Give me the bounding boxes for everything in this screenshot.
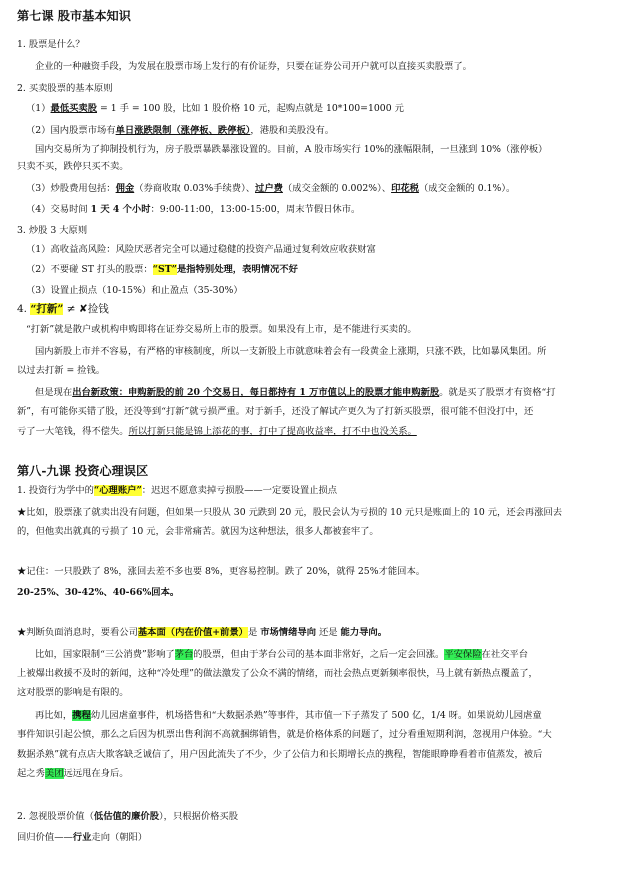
value-return: 回归价值——行业走向（朝阳） <box>17 832 148 843</box>
ipo-highlight: “打新” <box>30 303 64 315</box>
example-1-cont: 的，但他卖出就真的亏损了 10 元，会非常痛苦。就因为这种想法，很多人都被套牢了。 <box>17 526 379 537</box>
ipo-definition: “打新”就是散户或机构申购即将在证券交易所上市的股票。如果没有上市，是不能进行买卖的。 <box>26 324 417 335</box>
reminder: ★记住：一只股跌了 8%，涨回去差不多也要 8%，更容易控制。跌了 20%，就得 25%才能回本。 <box>17 566 426 577</box>
principle-2: （2）国内股票市场有单日涨跌限制（涨停板、跌停板），港股和美股没有。 <box>26 125 335 136</box>
rule-1: （1）高收益高风险：风险厌恶者完全可以通过稳健的投资产品通过复利效应收获财富 <box>26 244 376 255</box>
lesson89-title: 第八-九课 投资心理误区 <box>17 464 149 478</box>
pingan-highlight: 平安保险 <box>444 649 482 660</box>
ipo-history-cont: 以过去打新 = 捡钱。 <box>17 365 106 376</box>
stamp-tax-term: 印花税 <box>391 183 419 194</box>
min-lot-term: 最低买卖股 <box>50 103 98 114</box>
ctrip-example-cont: 事件知识引起公愤，那么之后因为机票出售利润不高就捆绑销售，就是价格体系的问题了，过分看重短期利润，忽视用户体验。“大 <box>17 729 552 740</box>
moutai-highlight: 茅台 <box>174 649 194 660</box>
question-1: 1. 股票是什么？ <box>17 39 85 50</box>
ipo-history: 国内新股上市并不容易，有严格的审核制度，所以一支新股上市就意味着会有一段黄金上涨期，只涨不跌，比如暴风集团。所 <box>35 346 547 357</box>
answer-1: 企业的一种融资手段，为发展在股票市场上发行的有价证券，只要在证券公司开户就可以直接买卖股票了。 <box>35 61 472 72</box>
commission-term: 佣金 <box>115 183 135 194</box>
moutai-example: 比如，国家限制“三公消费”影响了茅台的股票，但由于茅台公司的基本面非常好，之后一定会回涨。平安保险在社交平台 <box>35 649 529 660</box>
question-2: 2. 买卖股票的基本原则 <box>17 83 113 94</box>
lesson7-title: 第七课 股市基本知识 <box>17 9 131 23</box>
fundamentals-highlight: 基本面（内在价值+前景） <box>137 627 248 638</box>
ctrip-example-end: 起之秀美团远远甩在身后。 <box>17 768 129 779</box>
mental-account-highlight: “心理账户” <box>93 485 142 496</box>
question-3: 3. 炒股 3 大原则 <box>17 225 88 236</box>
ipo-conclusion: 亏了一大笔钱，得不偿失。所以打新只能是锦上添花的事，打中了提高收益率，打不中也没关系。 <box>17 426 417 437</box>
ctrip-highlight: 携程 <box>72 710 91 721</box>
principle-3: （3）炒股费用包括：佣金（券商收取 0.03%手续费）、过户费（成交金额的 0.002%）、印花税（成交金额的 0.1%）。 <box>26 183 516 194</box>
example-1: ★比如，股票涨了就卖出没有问题，但如果一只股从 30 元跌到 20 元，股民会认为亏损的 10 元只是账面上的 10 元，还会再涨回去 <box>17 507 563 518</box>
negative-news-rule: ★判断负面消息时，要看公司基本面（内在价值+前景）是 市场情绪导向 还是 能力导向。 <box>17 627 388 638</box>
meituan-highlight: 美团 <box>44 768 64 779</box>
mistake-2: 2. 忽视股票价值（低估值的廉价股），只根据价格买股 <box>17 811 239 822</box>
ipo-new-policy: 但是现在出台新政策：申购新股的前 20 个交易日，每日都持有 1 万市值以上的股票才能申购新股。就是买了股票才有资格“打 <box>35 387 556 398</box>
moutai-example-end: 这对股票的影响是有限的。 <box>17 687 129 698</box>
rule-3: （3）设置止损点（10-15%）和止盈点（35-30%） <box>26 285 243 296</box>
price-limit-term: 单日涨跌限制（涨停板、跌停板） <box>115 125 251 136</box>
principle-2-explain: 国内交易所为了抑制投机行为，房子股票暴跌暴涨设置的。目前，A 股市场实行 10%的涨幅限制，一旦涨到 10%（涨停板） <box>35 144 548 155</box>
principle-4: （4）交易时间 1 天 4 个小时：9:00-11:00，13:00-15:00，周末节假日休市。 <box>26 204 361 215</box>
ipo-conclusion-underlined: 所以打新只能是锦上添花的事，打中了提高收益率，打不中也没关系。 <box>128 426 417 437</box>
transfer-fee-term: 过户费 <box>255 183 283 194</box>
new-policy-term: 出台新政策：申购新股的前 20 个交易日，每日都持有 1 万市值以上的股票才能申购新股 <box>72 387 440 398</box>
principle-1: （1）最低买卖股 = 1 手 = 100 股，比如 1 股价格 10 元，起购点就是 10*100=1000 元 <box>26 103 404 114</box>
question-4: 4. “打新” ≠ ✘捡钱 <box>17 303 109 315</box>
principle-2-explain-cont: 只卖不买，跌停只买不卖。 <box>17 161 129 172</box>
moutai-example-cont: 上被爆出救援不及时的新闻，这种“冷处理”的做法激发了公众不满的情绪，而社会热点更新频率很快，马上就有新热点覆盖了， <box>17 668 538 679</box>
mistake-1: 1. 投资行为学中的“心理账户”：迟迟不愿意卖掉亏损股——一定要设置止损点 <box>17 485 338 496</box>
recovery-figures: 20-25%、30-42%、40-66%回本。 <box>17 587 180 598</box>
rule-2: （2）不要碰 ST 打头的股票：“ST”是指特别处理，表明情况不好 <box>26 264 298 275</box>
ctrip-example: 再比如，携程幼儿园虐童事件，机场搭售和“大数据杀熟”等事件，其市值一下子蒸发了 500 亿，1/4 呀。如果说幼儿园虐童 <box>35 710 542 721</box>
ctrip-example-cont2: 数据杀熟”就有点店大欺客缺乏诚信了，用户因此流失了不少，少了公信力和长期增长点的携程，智能眼睁睁看着市值蒸发，被后 <box>17 749 543 760</box>
st-highlight: “ST” <box>152 264 177 275</box>
ipo-new-policy-cont: 新”，有可能你买错了股，还没等到“打新”就亏损严重。对于新手，还没了解试产更久为了打新买股票，很可能不但没打中，还 <box>17 406 534 417</box>
